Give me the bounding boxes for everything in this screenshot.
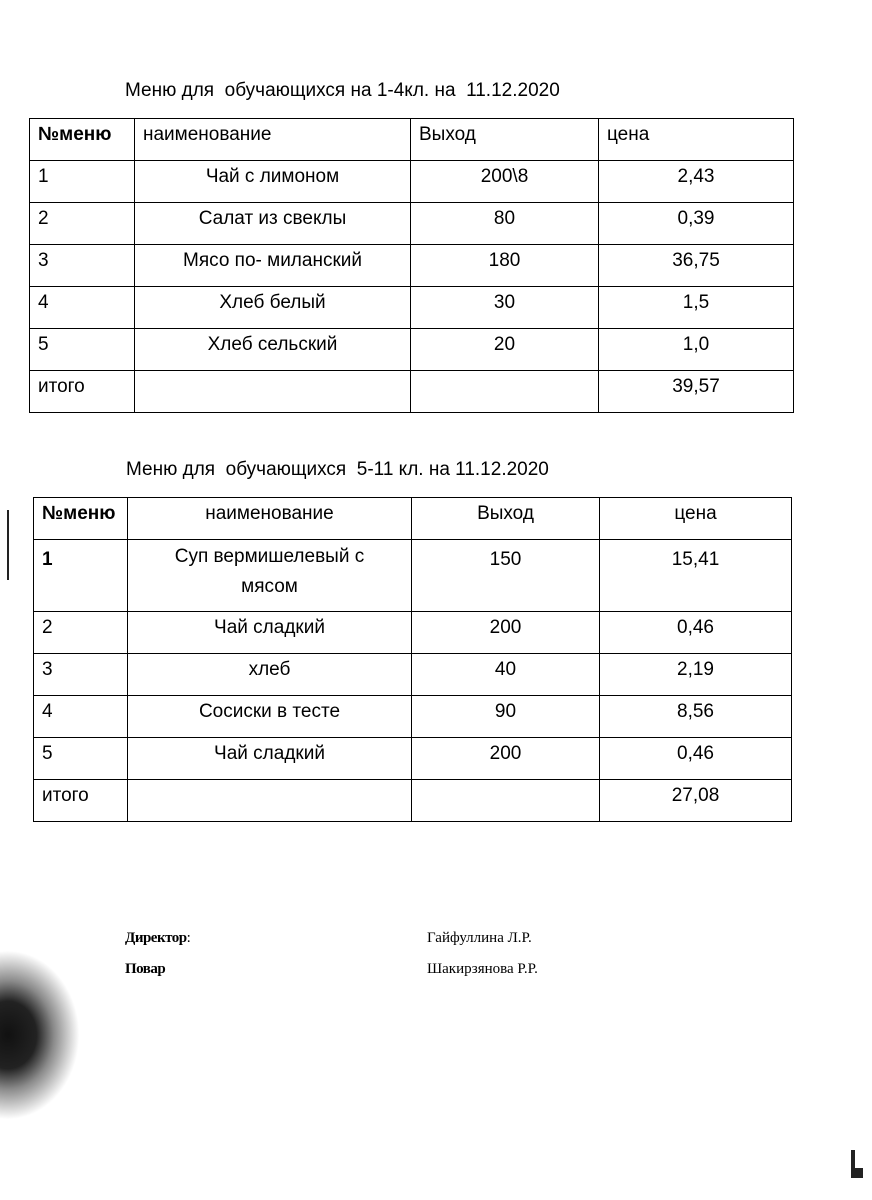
table-row bbox=[34, 612, 792, 654]
dish-yield: 80 bbox=[493, 208, 516, 229]
row-number: 4 bbox=[42, 701, 53, 722]
table-row bbox=[30, 287, 794, 329]
dish-yield: 20 bbox=[493, 334, 516, 355]
table-row bbox=[34, 696, 792, 738]
header-cell: №меню bbox=[34, 498, 128, 540]
dish-yield: 40 bbox=[494, 659, 517, 680]
dish-name: Суп вермишелевый с мясом bbox=[174, 546, 365, 597]
header-cell: цена bbox=[600, 498, 792, 540]
row-number: 2 bbox=[42, 617, 53, 638]
scan-corner-mark bbox=[855, 1168, 863, 1178]
dish-yield: 90 bbox=[494, 701, 517, 722]
row-number: 1 bbox=[42, 549, 53, 570]
total-row bbox=[34, 780, 792, 822]
row-number: 3 bbox=[38, 250, 49, 271]
dish-name: Мясо по- миланский bbox=[183, 250, 362, 271]
dish-name: Чай сладкий bbox=[214, 743, 325, 764]
header-cell: наименование bbox=[135, 119, 411, 161]
dish-price: 36,75 bbox=[672, 250, 720, 271]
dish-name: Чай сладкий bbox=[214, 617, 325, 638]
dish-name: Хлеб сельский bbox=[207, 334, 338, 355]
total-label: итого bbox=[42, 785, 89, 806]
dish-yield: 30 bbox=[493, 292, 516, 313]
row-number: 1 bbox=[38, 166, 49, 187]
dish-price: 2,19 bbox=[677, 659, 714, 680]
total-row bbox=[30, 371, 794, 413]
dish-price: 0,46 bbox=[677, 617, 714, 638]
row-number: 5 bbox=[38, 334, 49, 355]
row-number: 3 bbox=[42, 659, 53, 680]
header-cell: наименование bbox=[128, 498, 412, 540]
total-price: 39,57 bbox=[672, 376, 720, 397]
row-number: 4 bbox=[38, 292, 49, 313]
menu1-title: Меню для обучающихся на 1-4кл. на 11.12.2020 bbox=[125, 80, 560, 101]
header-cell: цена bbox=[599, 119, 794, 161]
cook-name: Шакирзянова Р.Р. bbox=[427, 961, 538, 977]
table-row bbox=[30, 161, 794, 203]
dish-price: 1,5 bbox=[682, 292, 710, 313]
scan-edge-line bbox=[7, 510, 9, 580]
table-row bbox=[30, 245, 794, 287]
dish-yield: 200 bbox=[489, 743, 522, 764]
table-header-row bbox=[34, 498, 792, 540]
row-number: 5 bbox=[42, 743, 53, 764]
table-row bbox=[34, 540, 792, 612]
dish-yield: 150 bbox=[489, 549, 522, 570]
table-row bbox=[30, 203, 794, 245]
cook-label: Повар bbox=[125, 961, 166, 977]
dish-price: 0,46 bbox=[677, 743, 714, 764]
director-label: Директор: bbox=[125, 930, 191, 946]
dish-yield: 180 bbox=[488, 250, 521, 271]
total-price: 27,08 bbox=[671, 785, 720, 806]
menu2-title: Меню для обучающихся 5-11 кл. на 11.12.2020 bbox=[126, 459, 549, 480]
director-name: Гайфуллина Л.Р. bbox=[427, 930, 532, 946]
table-row bbox=[34, 654, 792, 696]
dish-name: Салат из свеклы bbox=[198, 208, 347, 229]
row-number: 2 bbox=[38, 208, 49, 229]
dish-price: 15,41 bbox=[671, 549, 720, 570]
dish-price: 0,39 bbox=[677, 208, 715, 229]
dish-price: 8,56 bbox=[677, 701, 714, 722]
dish-name: хлеб bbox=[248, 659, 291, 680]
dish-yield: 200\8 bbox=[480, 166, 529, 187]
dish-price: 2,43 bbox=[677, 166, 715, 187]
header-cell: Выход bbox=[411, 119, 599, 161]
menu2-table bbox=[33, 497, 792, 822]
dish-name: Чай с лимоном bbox=[205, 166, 340, 187]
scan-smudge bbox=[0, 950, 80, 1120]
table-header-row bbox=[30, 119, 794, 161]
total-label: итого bbox=[38, 376, 85, 397]
table-row bbox=[34, 738, 792, 780]
dish-yield: 200 bbox=[489, 617, 522, 638]
header-cell: №меню bbox=[30, 119, 135, 161]
menu1-table bbox=[29, 118, 794, 413]
table-row bbox=[30, 329, 794, 371]
dish-name: Сосиски в тесте bbox=[198, 701, 341, 722]
header-cell: Выход bbox=[412, 498, 600, 540]
dish-name: Хлеб белый bbox=[219, 292, 326, 313]
dish-price: 1,0 bbox=[682, 334, 710, 355]
